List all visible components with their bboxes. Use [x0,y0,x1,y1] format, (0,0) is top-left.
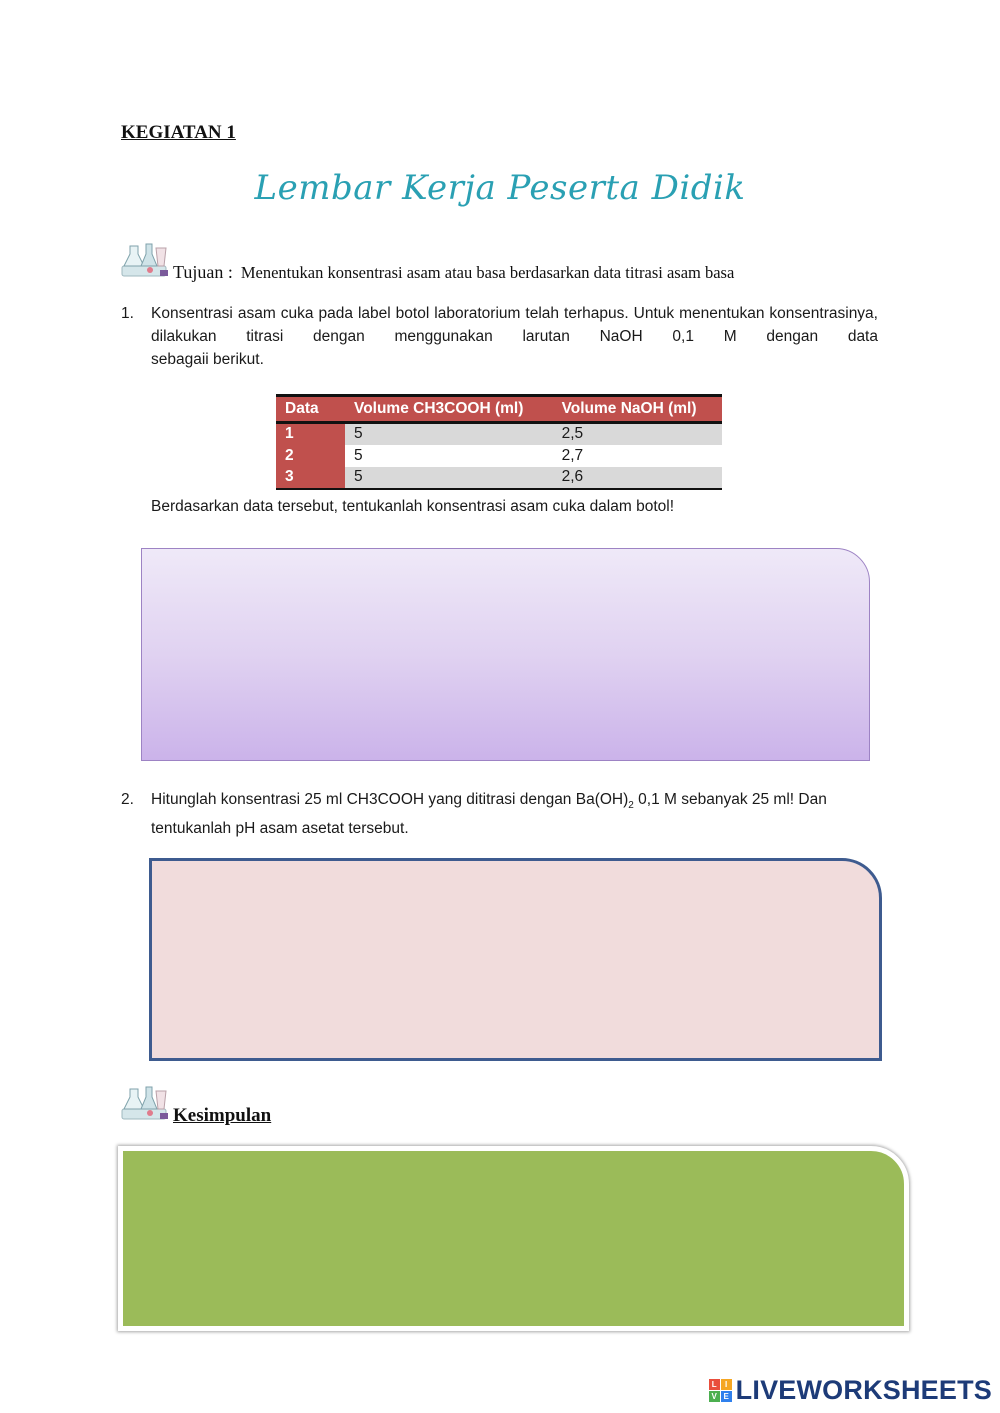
objective-text: Menentukan konsentrasi asam atau basa berdasarkan data titrasi asam basa [240,263,735,282]
question-1-body-end: sebagaii berikut. [151,351,264,368]
table-header-naoh: Volume NaOH (ml) [553,396,722,423]
activity-heading: KEGIATAN 1 [121,122,236,143]
table-cell: 5 [345,423,553,445]
table-header-data: Data [276,396,345,423]
table-cell: 2 [276,445,345,467]
table-cell: 2,5 [553,423,722,445]
table-cell: 2,7 [553,445,722,467]
liveworksheets-logo [709,1375,992,1406]
logo-mark-icon [709,1379,732,1402]
answer-box-1[interactable] [141,548,870,761]
table-cell: 1 [276,423,345,445]
table-cell: 5 [345,445,553,467]
logo-text: LIVEWORKSHEETS [735,1375,992,1405]
table-row [276,423,722,445]
conclusion-heading: Kesimpulan [173,1105,272,1126]
worksheet-title: Lembar Kerja Peserta Didik [254,168,746,208]
logo-cell: L [709,1379,720,1390]
table-cell: 5 [345,467,553,489]
logo-cell: V [709,1391,720,1402]
question-2-part-b: 0,1 M sebanyak 25 ml! Dan [633,791,827,808]
question-2-text [151,788,881,840]
question-2-subscript: 2 [628,800,634,812]
table-row [276,467,722,489]
objective [173,262,734,283]
lab-flask-icon [120,240,172,280]
question-2-number: 2. [121,791,134,808]
question-1-number: 1. [121,305,134,322]
lab-flask-icon-kesimpulan [120,1083,172,1123]
titration-data-table [276,394,722,490]
question-1-prompt: Berdasarkan data tersebut, tentukanlah konsentrasi asam cuka dalam botol! [151,498,675,515]
table-header-ch3cooh: Volume CH3COOH (ml) [345,396,553,423]
question-2-line-2: tentukanlah pH asam asetat tersebut. [151,820,409,838]
question-2-line-1 [151,788,881,817]
table-row [276,445,722,467]
question-1-body: Konsentrasi asam cuka pada label botol laboratorium telah terhapus. Untuk menentukan konsentrasinya, dilakukan titrasi dengan menggunakan larutan NaOH 0,1 M dengan data [151,305,878,345]
table-cell: 3 [276,467,345,489]
objective-label: Tujuan : [173,262,233,282]
table-cell: 2,6 [553,467,722,489]
question-1-text [151,302,878,371]
conclusion-answer-box[interactable] [118,1146,909,1331]
logo-cell: I [721,1379,732,1390]
question-2-part-a: Hitunglah konsentrasi 25 ml CH3COOH yang dititrasi dengan Ba(OH) [151,791,629,808]
answer-box-2[interactable] [149,858,882,1061]
logo-cell: E [721,1391,732,1402]
